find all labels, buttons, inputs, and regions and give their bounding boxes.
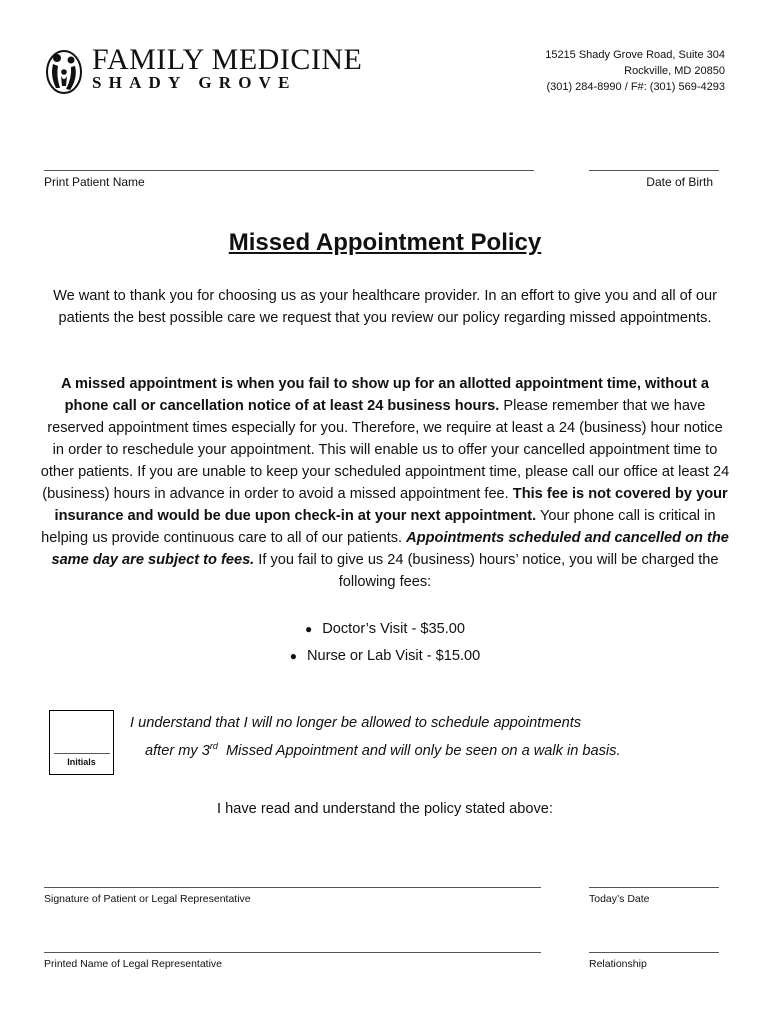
relationship-line[interactable] [589, 952, 719, 953]
initials-line [54, 753, 110, 754]
doctor-visit-fee: Doctor’s Visit - $35.00 [322, 621, 466, 637]
logo-title: FAMILY MEDICINE [92, 43, 363, 76]
patient-name-label: Print Patient Name [44, 175, 145, 189]
policy-text-3: If you fail to give us 24 (business) hours’ notice, you will be charged the following fees: [254, 552, 719, 590]
fee-not-covered-note: This fee is not covered by your insurance and would be due upon check-in at your next appointment. [54, 486, 728, 524]
printed-name-line[interactable] [44, 952, 541, 953]
missed-appointment-definition: A missed appointment is when you fail to show up for an allotted appointment time, without a phone call or cancellation notice of at least 24 business hours. [60, 376, 710, 414]
policy-text-2: Your phone call is critical in helping us provide continuous care to all of our patients. [41, 508, 716, 546]
acknowledgement-line-2: after my 3rd Missed Appointment and will only be seen on a walk in basis. [145, 741, 621, 759]
same-day-fee-note: Appointments scheduled and cancelled on the same day are subject to fees. [51, 530, 729, 568]
policy-paragraph [40, 373, 730, 593]
address-city: Rockville, MD 20850 [624, 65, 725, 77]
initials-label: Initials [67, 757, 96, 767]
printed-name-label: Printed Name of Legal Representative [44, 958, 223, 970]
bullet-icon: ● [289, 649, 297, 663]
list-item [0, 643, 770, 670]
address-phone-fax: (301) 284-8990 / F#: (301) 569-4293 [546, 81, 725, 93]
todays-date-label: Today’s Date [589, 893, 650, 905]
intro-paragraph: We want to thank you for choosing us as your healthcare provider. In an effort to give you and all of our patients the best possible care we request that you review our policy regarding missed appointments. [53, 288, 717, 326]
dob-line[interactable] [589, 170, 719, 171]
patient-name-line[interactable] [44, 170, 534, 171]
signature-line[interactable] [44, 887, 541, 888]
list-item [0, 616, 770, 643]
family-figures-icon [44, 46, 84, 96]
policy-text-1: Please remember that we have reserved appointment times especially for you. Therefore, we require at least a 24 (business) hour notice in order to reschedule your appointment. This will enable us to offer your cancelled appointment time to other patients. If you are unable to keep your scheduled appointment time, please call our office at least 24 (business) hours in advance in order to avoid a missed appointment fee. [40, 398, 730, 502]
practice-address [545, 47, 725, 95]
acknowledgement-line-1: I understand that I will no longer be allowed to schedule appointments [130, 715, 582, 731]
signature-label: Signature of Patient or Legal Representative [44, 893, 251, 905]
relationship-label: Relationship [589, 958, 647, 970]
dob-label: Date of Birth [646, 175, 713, 189]
bullet-icon: ● [304, 622, 313, 636]
logo-subtitle: SHADY GROVE [92, 73, 297, 92]
nurse-lab-visit-fee: Nurse or Lab Visit - $15.00 [306, 648, 481, 664]
address-street: 15215 Shady Grove Road, Suite 304 [545, 49, 725, 61]
fee-list [0, 616, 770, 670]
todays-date-line[interactable] [589, 887, 719, 888]
read-statement: I have read and understand the policy stated above: [217, 801, 553, 817]
acknowledgement-statement [130, 712, 690, 763]
page-title: Missed Appointment Policy [228, 229, 542, 256]
